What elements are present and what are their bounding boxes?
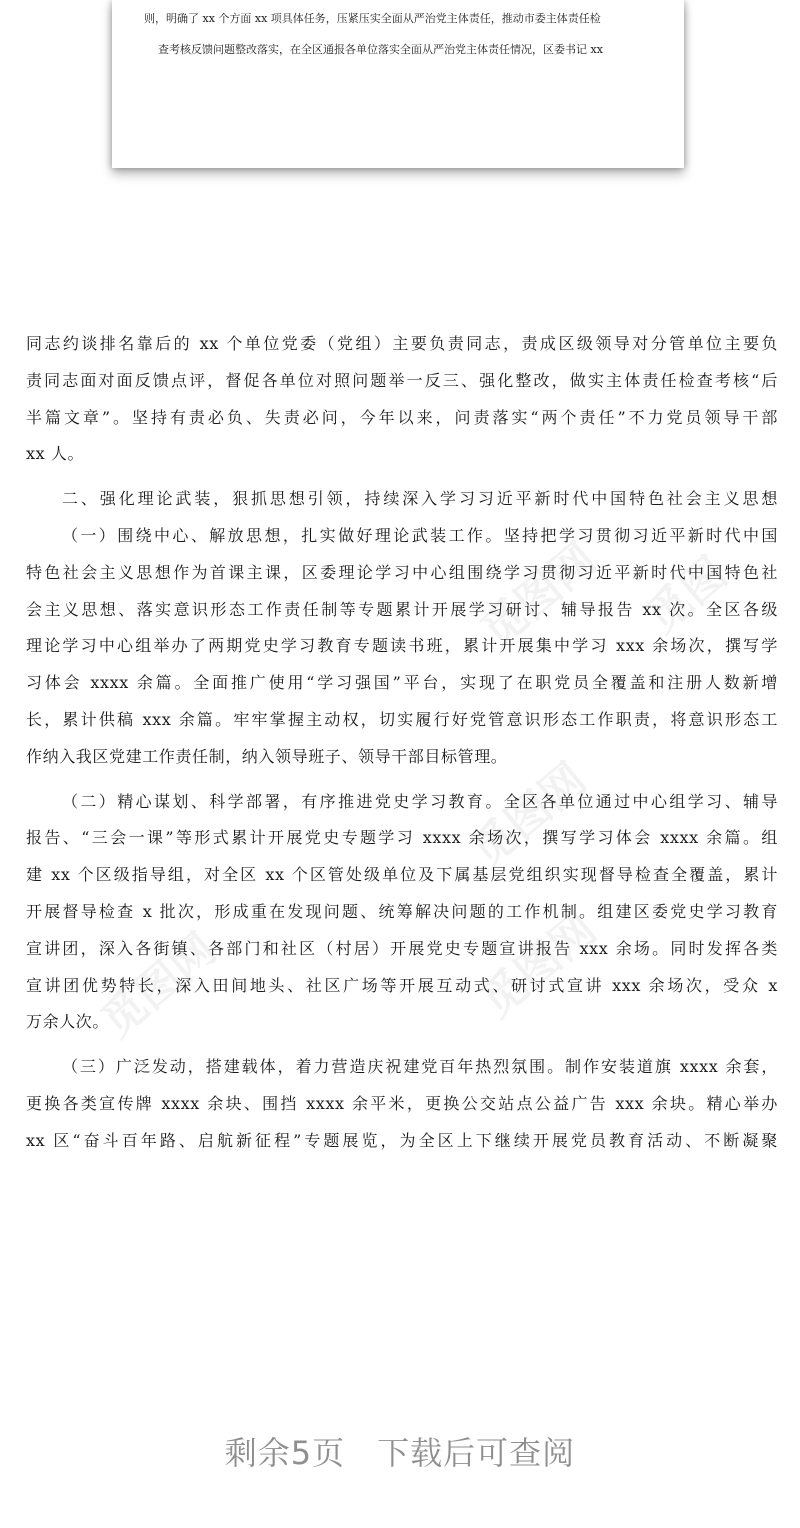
body-line: 理论学习中心组举办了两期党史学习教育专题读书班，累计开展集中学习 xxx 余场次，撰写学 [26, 636, 778, 656]
body-line: 开展督导检查 x 批次，形成重在发现问题、统筹解决问题的工作机制。组建区委党史学习教育 [26, 901, 778, 921]
body-line: 习体会 xxxx 余篇。全面推广使用“学习强国”平台，实现了在职党员全覆盖和注册人数新增 [26, 673, 778, 693]
body-line: xx 人。 [26, 444, 85, 464]
section-heading: 二、强化理论武装，狠抓思想引领，持续深入学习习近平新时代中国特色社会主义思想 [62, 489, 778, 509]
body-line: 报告、“三会一课”等形式累计开展党史专题学习 xxxx 余场次，撰写学习体会 xxxx 余篇。组 [26, 828, 778, 848]
body-line: 会主义思想、落实意识形态工作责任制等专题累计开展学习研讨、辅导报告 xx 次。全区各级 [26, 599, 778, 619]
download-prompt[interactable] [0, 1428, 800, 1474]
preview-text-line: 则，明确了 xx 个方面 xx 项具体任务，压紧压实全面从严治党主体责任，推动市委主体责任检 [144, 12, 601, 25]
subsection-heading: （一）围绕中心、解放思想，扎实做好理论武装工作。坚持把学习贯彻习近平新时代中国 [62, 525, 778, 545]
subsection-heading: （三）广泛发动，搭建载体，着力营造庆祝建党百年热烈氛围。制作安装道旗 xxxx 余套， [62, 1057, 778, 1077]
body-line: 宣讲团，深入各街镇、各部门和社区（村居）开展党史专题宣讲报告 xxx 余场。同时发挥各类 [26, 938, 778, 958]
watermark: 觅图网 [461, 753, 596, 878]
body-line: xx 区“奋斗百年路、启航新征程”专题展览，为全区上下继续开展党员教育活动、不断凝聚 [26, 1130, 778, 1150]
watermark: 觅图网 [91, 923, 226, 1048]
watermark: 觅图 [636, 547, 737, 644]
document-body [26, 326, 778, 1160]
watermark: 觅图网 [471, 903, 606, 1028]
preview-text-line: 查考核反馈问题整改落实，在全区通报各单位落实全面从严治党主体责任情况，区委书记 xx [158, 43, 603, 56]
body-line: 同志约谈排名靠后的 xx 个单位党委（党组）主要负责同志，责成区级领导对分管单位主要负 [26, 334, 778, 353]
body-line: 建 xx 个区级指导组，对全区 xx 个区管处级单位及下属基层党组织实现督导检查全覆盖，累计 [26, 865, 778, 885]
body-line: 万余人次。 [26, 1012, 110, 1032]
remaining-pages-label: 剩余5页 [224, 1434, 346, 1472]
body-line: 半篇文章”。坚持有责必负、失责必问，今年以来，问责落实“两个责任”不力党员领导干部 [26, 407, 778, 427]
body-line: 特色社会主义思想作为首课主课，区委理论学习中心组围绕学习贯彻习近平新时代中国特色社 [26, 562, 778, 582]
body-line: 宣讲团优势特长，深入田间地头、社区广场等开展互动式、研讨式宣讲 xxx 余场次，受众 x [26, 975, 778, 995]
body-line: 长，累计供稿 xxx 余篇。牢牢掌握主动权，切实履行好党管意识形态工作职责，将意识形态工 [26, 709, 778, 729]
watermark: 觅图网 [471, 533, 606, 658]
subsection-heading: （二）精心谋划、科学部署，有序推进党史学习教育。全区各单位通过中心组学习、辅导 [62, 791, 778, 811]
body-line: 作纳入我区党建工作责任制，纳入领导班子、领导干部目标管理。 [26, 746, 508, 766]
preview-page-card [112, 0, 684, 168]
body-line: 责同志面对面反馈点评，督促各单位对照问题举一反三、强化整改，做实主体责任检查考核“后 [26, 370, 778, 390]
download-to-view-label: 下载后可查阅 [377, 1434, 576, 1472]
body-line: 更换各类宣传牌 xxxx 余块、围挡 xxxx 余平米，更换公交站点公益广告 xxx 余块。精心举办 [26, 1093, 778, 1113]
